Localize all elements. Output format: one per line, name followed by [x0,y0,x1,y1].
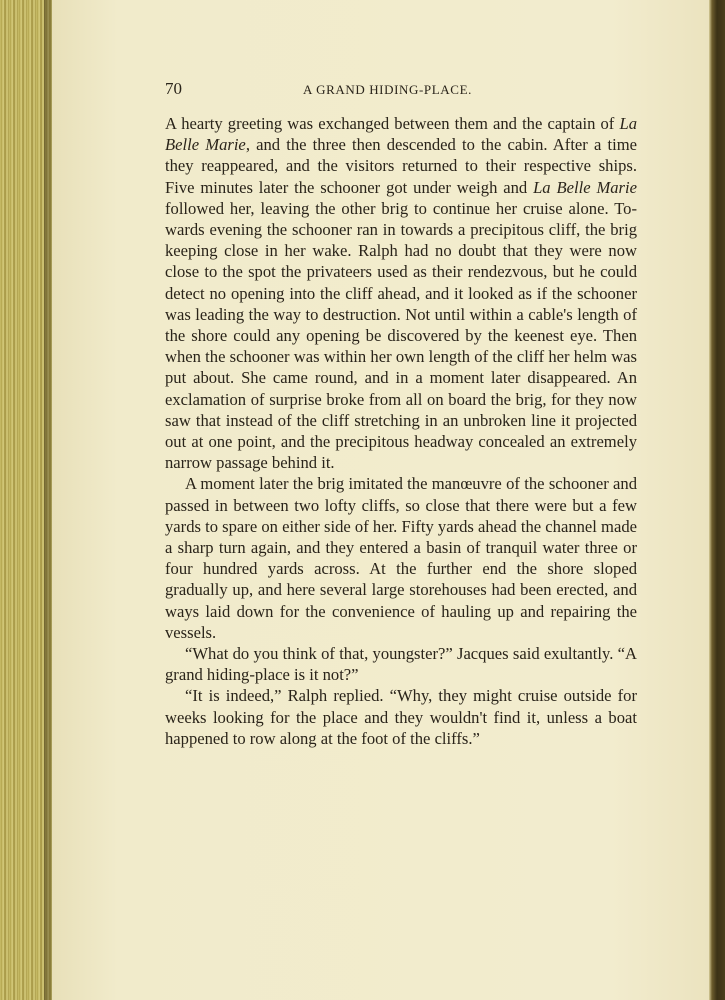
body-text [165,113,637,749]
ship-name: La Belle Marie [165,114,637,155]
paragraph-3: “What do you think of that, youngster?” Jacques said exultantly. “A grand hiding-place is it not?” [165,644,637,685]
paragraph-1-part-b: , and the three then descended to the cabin. After a time they reappeared, and the visitors returned to their respective ships. Five minutes later the schooner got under weigh and [165,135,637,197]
page-header [165,79,637,101]
paragraph-4: “It is indeed,” Ralph replied. “Why, they might cruise outside for weeks looking for the place and they wouldn't find it, unless a boat happened to row along at the foot of the cliffs.” [165,686,637,748]
paragraph-1-part-c: followed her, leaving the other brig to continue her cruise alone. Towards evening the schooner ran in towards a precipitous cliff, the brig keeping close in her wake. Ralph had no doubt that they were now close to the spot the privateers used as their rendezvous, but he could detect no opening into the cliff ahead, and it looked as if the schooner was leading the way to destruction. Not until within a cable's length of the shore could any opening be discovered by the keenest eye. Then when the schooner was within her own length of the cliff her helm was put about. She came round, and in a moment later disappeared. An exclamation of surprise broke from all on board the brig, for they now saw that instead of the cliff stretching in an unbroken line it projected out at one point, and the precipitous headway concealed an extremely narrow passage behind it. [165,198,637,473]
page-number: 70 [165,79,182,98]
paragraph-1-part-a: A hearty greeting was exchanged between them and the captain of [165,114,620,133]
page-edge [709,0,725,1000]
running-title: A GRAND HIDING-PLACE. [303,82,472,97]
ship-name: La Belle Marie [533,177,637,197]
paragraph-2: A moment later the brig imitated the manœuvre of the schooner and passed in between two lofty cliffs, so close that there were but a few yards to spare on either side of her. Fifty yards ahead the channel made a sharp turn again, and they entered a basin of tranquil water three or four hundred yards across. At the further end the shore sloped gradually up, and here several large storehouses had been erected, and ways laid down for the convenience of hauling up and repairing the vessels. [165,474,637,642]
paragraph-1 [165,113,637,473]
